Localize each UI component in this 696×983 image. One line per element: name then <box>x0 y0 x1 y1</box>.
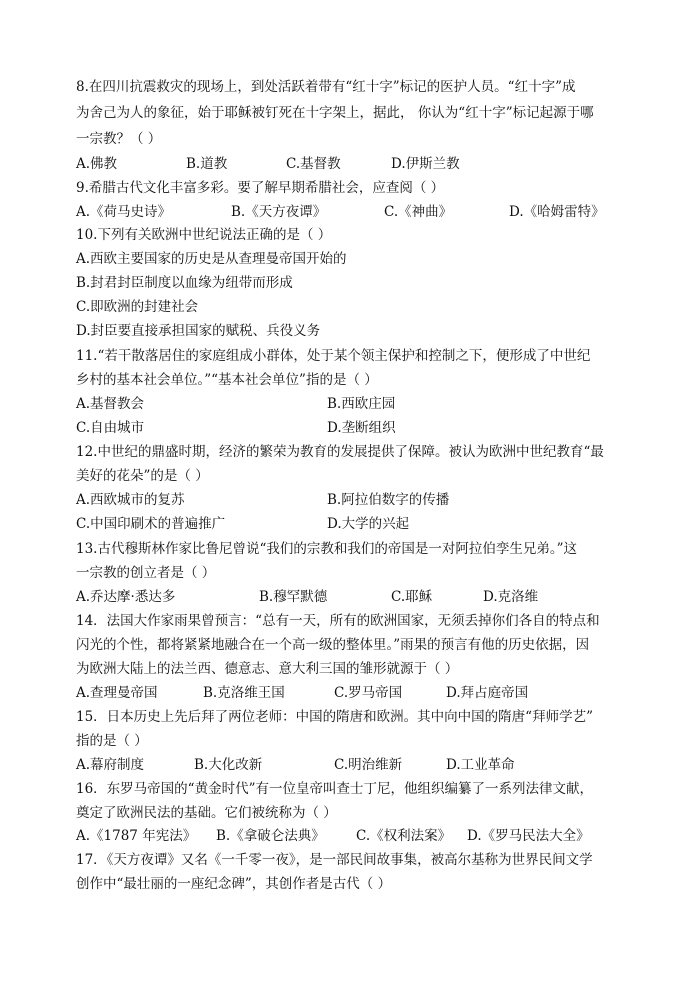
question-10-line-1: 10.下列有关欧洲中世纪说法正确的是（ ） <box>76 227 332 243</box>
question-10-option-d: D.封臣要直接承担国家的赋税、兵役义务 <box>76 323 321 339</box>
question-13-line-2: 一宗教的创立者是（ ） <box>76 565 216 581</box>
question-15-option-a: A.幕府制度 <box>76 757 145 773</box>
question-9-line-1: 9.希腊古代文化丰富多彩。要了解早期希腊社会，应查阅（ ） <box>76 180 445 196</box>
question-12-line-2: 美好的花朵”的是（ ） <box>76 468 209 484</box>
question-11-option-d: D.垄断组织 <box>327 420 396 436</box>
question-13-option-d: D.克洛维 <box>483 589 539 605</box>
question-8-option-a: A.佛教 <box>76 156 118 172</box>
question-16-option-b: B.《拿破仑法典》 <box>216 828 325 844</box>
question-17-line-1: 17．《天方夜谭》又名《一千零一夜》，是一部民间故事集，被高尔基称为世界民间文学 <box>76 852 593 868</box>
question-14-line-1: 14．法国大作家雨果曾预言：“总有一天，所有的欧洲国家，无须丢掉你们各自的特点和 <box>76 613 600 629</box>
question-13-line-1: 13.古代穆斯林作家比鲁尼曾说“我们的宗教和我们的帝国是一对阿拉伯孪生兄弟。”这 <box>76 541 578 557</box>
question-12-option-d: D.大学的兴起 <box>327 516 410 532</box>
question-12-line-1: 12.中世纪的鼎盛时期，经济的繁荣为教育的发展提供了保障。被认为欧洲中世纪教育“最 <box>76 444 604 460</box>
question-14-option-b: B.克洛维王国 <box>203 685 285 701</box>
question-13-option-a: A.乔达摩·悉达多 <box>76 589 176 605</box>
question-8-line-2: 为舍己为人的象征，始于耶稣被钉死在十字架上，据此， 你认为“红十字”标记起源于哪 <box>76 105 594 121</box>
question-14-line-2: 闪光的个性，都将紧紧地融合在一个高一级的整体里。”雨果的预言有他的历史依据，因 <box>76 637 590 653</box>
question-12-option-a: A.西欧城市的复苏 <box>76 492 185 508</box>
question-13-option-c: C.耶稣 <box>391 589 433 605</box>
question-15-line-2: 指的是（ ） <box>76 733 148 749</box>
question-13-option-b: B.穆罕默德 <box>259 589 328 605</box>
question-11-line-1: 11.“若干散落居住的家庭组成小群体，处于某个领主保护和控制之下，便形成了中世纪 <box>76 348 591 364</box>
question-11-line-2: 乡村的基本社会单位。”“基本社会单位”指的是（ ） <box>76 372 378 388</box>
question-11-option-c: C.自由城市 <box>76 420 145 436</box>
question-9-option-b: B.《天方夜谭》 <box>231 204 327 220</box>
question-15-option-b: B.大化改新 <box>194 757 263 773</box>
question-8-line-3: 一宗教？（ ） <box>76 131 162 147</box>
question-10-option-b: B.封君封臣制度以血缘为纽带而形成 <box>76 275 293 291</box>
question-15-option-d: D.工业革命 <box>446 757 515 773</box>
question-8-line-1: 8.在四川抗震救灾的现场上，到处活跃着带有“红十字”标记的医护人员。“红十字”成 <box>76 79 576 95</box>
question-8-option-c: C.基督教 <box>286 156 341 172</box>
question-10-option-c: C.即欧洲的封建社会 <box>76 299 199 315</box>
question-9-option-d: D.《哈姆雷特》 <box>509 204 605 220</box>
question-15-option-c: C.明治维新 <box>334 757 403 773</box>
question-11-option-b: B.西欧庄园 <box>327 396 396 412</box>
question-14-option-c: C.罗马帝国 <box>334 685 403 701</box>
question-11-option-a: A.基督教会 <box>76 396 145 412</box>
question-9-option-c: C.《神曲》 <box>384 204 453 220</box>
question-9-option-a: A.《荷马史诗》 <box>76 204 172 220</box>
question-16-option-d: D.《罗马民法大全》 <box>467 828 590 844</box>
question-15-line-1: 15．日本历史上先后拜了两位老师：中国的隋唐和欧洲。其中向中国的隋唐“拜师学艺” <box>76 709 593 725</box>
question-16-option-a: A.《1787 年宪法》 <box>76 828 197 844</box>
question-16-option-c: C.《权利法案》 <box>356 828 452 844</box>
question-8-option-d: D.伊斯兰教 <box>391 156 460 172</box>
question-16-line-2: 奠定了欧洲民法的基础。它们被统称为（ ） <box>76 805 337 821</box>
question-14-option-d: D.拜占庭帝国 <box>446 685 529 701</box>
question-14-line-3: 为欧洲大陆上的法兰西、德意志、意大利三国的雏形就源于（ ） <box>76 661 459 677</box>
question-14-option-a: A.查理曼帝国 <box>76 685 158 701</box>
question-12-option-b: B.阿拉伯数字的传播 <box>327 492 450 508</box>
question-10-option-a: A.西欧主要国家的历史是从查理曼帝国开始的 <box>76 251 347 267</box>
question-12-option-c: C.中国印刷术的普遍推广 <box>76 516 226 532</box>
question-8-option-b: B.道教 <box>186 156 228 172</box>
question-16-line-1: 16．东罗马帝国的“黄金时代”有一位皇帝叫查士丁尼，他组织编纂了一系列法律文献， <box>76 781 593 797</box>
question-17-line-2: 创作中“最壮丽的一座纪念碑”，其创作者是古代（ ） <box>76 876 392 892</box>
